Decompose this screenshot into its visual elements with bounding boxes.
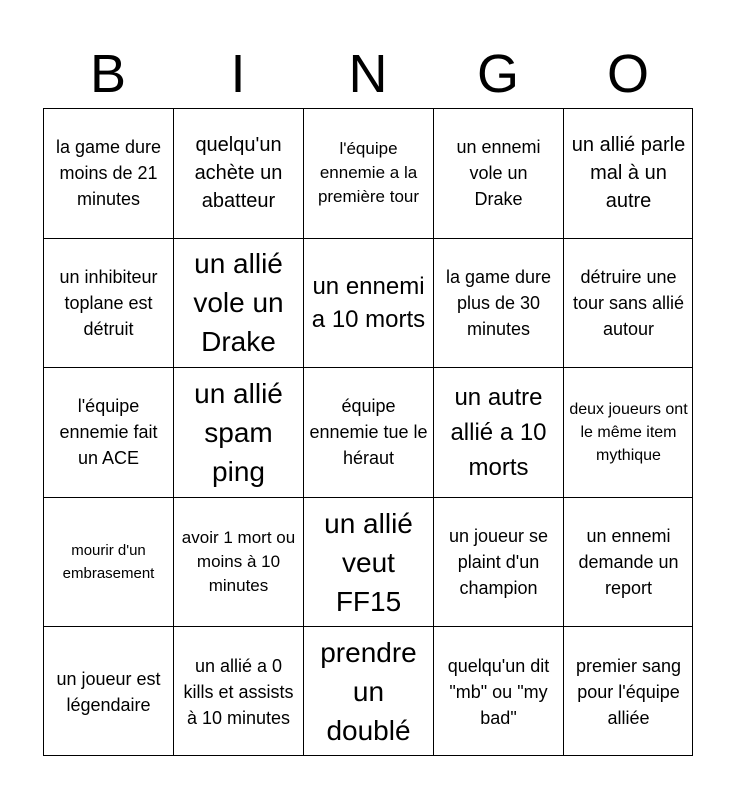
cell-text: un ennemi a 10 morts bbox=[311, 272, 426, 333]
cell-text: la game dure plus de 30 minutes bbox=[445, 266, 552, 339]
bingo-cell-r1c2[interactable] bbox=[173, 108, 303, 238]
cell-text: équipe ennemie tue le héraut bbox=[309, 396, 428, 469]
header-letter-o: O bbox=[606, 44, 649, 104]
bingo-cell-r5c5[interactable] bbox=[563, 626, 693, 756]
bingo-cell-r1c3[interactable] bbox=[303, 108, 433, 238]
cell-text: quelqu'un dit "mb" ou "my bad" bbox=[447, 655, 550, 728]
bingo-cell-r3c4[interactable] bbox=[433, 367, 563, 497]
bingo-header bbox=[43, 40, 693, 108]
bingo-cell-r3c3[interactable] bbox=[303, 367, 433, 497]
cell-text: un joueur se plaint d'un champion bbox=[448, 526, 549, 599]
bingo-cell-r2c2[interactable] bbox=[173, 238, 303, 368]
bingo-cell-r5c2[interactable] bbox=[173, 626, 303, 756]
header-letter-n: N bbox=[348, 44, 388, 104]
bingo-cell-r1c4[interactable] bbox=[433, 108, 563, 238]
bingo-cell-r5c3[interactable] bbox=[303, 626, 433, 756]
cell-text: l'équipe ennemie a la première tour bbox=[317, 139, 420, 207]
bingo-cell-r2c3[interactable] bbox=[303, 238, 433, 368]
bingo-cell-r5c1[interactable] bbox=[43, 626, 173, 756]
cell-text: un inhibiteur toplane est détruit bbox=[59, 266, 158, 339]
cell-text: un autre allié a 10 morts bbox=[450, 383, 547, 481]
bingo-cell-r4c1[interactable] bbox=[43, 497, 173, 627]
cell-text: la game dure moins de 21 minutes bbox=[55, 137, 162, 210]
bingo-cell-r4c5[interactable] bbox=[563, 497, 693, 627]
bingo-cell-r2c5[interactable] bbox=[563, 238, 693, 368]
cell-text: l'équipe ennemie fait un ACE bbox=[59, 396, 158, 469]
bingo-cell-r1c1[interactable] bbox=[43, 108, 173, 238]
cell-text: un ennemi demande un report bbox=[578, 526, 679, 599]
cell-text: détruire une tour sans allié autour bbox=[572, 266, 685, 339]
cell-text: un allié a 0 kills et assists à 10 minutes bbox=[183, 655, 294, 728]
header-letter-g: G bbox=[476, 44, 519, 104]
cell-text: un allié veut FF15 bbox=[324, 507, 413, 617]
bingo-grid bbox=[43, 108, 693, 756]
bingo-cell-r4c3[interactable] bbox=[303, 497, 433, 627]
cell-text: premier sang pour l'équipe alliée bbox=[575, 655, 682, 728]
cell-text: quelqu'un achète un abatteur bbox=[194, 134, 283, 213]
cell-text: un joueur est légendaire bbox=[56, 668, 161, 715]
bingo-cell-r3c2[interactable] bbox=[173, 367, 303, 497]
header-letter-b: B bbox=[89, 44, 127, 104]
cell-text: deux joueurs ont le même item mythique bbox=[569, 400, 688, 464]
cell-text: un allié vole un Drake bbox=[193, 248, 284, 358]
bingo-cell-r5c4[interactable] bbox=[433, 626, 563, 756]
bingo-cell-r3c1[interactable] bbox=[43, 367, 173, 497]
cell-text: mourir d'un embrasement bbox=[62, 542, 155, 583]
bingo-cell-r3c5[interactable] bbox=[563, 367, 693, 497]
bingo-cell-r4c4[interactable] bbox=[433, 497, 563, 627]
bingo-cell-r2c4[interactable] bbox=[433, 238, 563, 368]
cell-text: un ennemi vole un Drake bbox=[456, 137, 541, 210]
bingo-cell-r4c2[interactable] bbox=[173, 497, 303, 627]
cell-text: un allié spam ping bbox=[194, 377, 283, 487]
cell-text: prendre un doublé bbox=[320, 637, 417, 747]
header-letter-i: I bbox=[230, 44, 246, 104]
cell-text: un allié parle mal à un autre bbox=[571, 134, 686, 213]
bingo-cell-r2c1[interactable] bbox=[43, 238, 173, 368]
cell-text: avoir 1 mort ou moins à 10 minutes bbox=[181, 528, 296, 596]
bingo-cell-r1c5[interactable] bbox=[563, 108, 693, 238]
